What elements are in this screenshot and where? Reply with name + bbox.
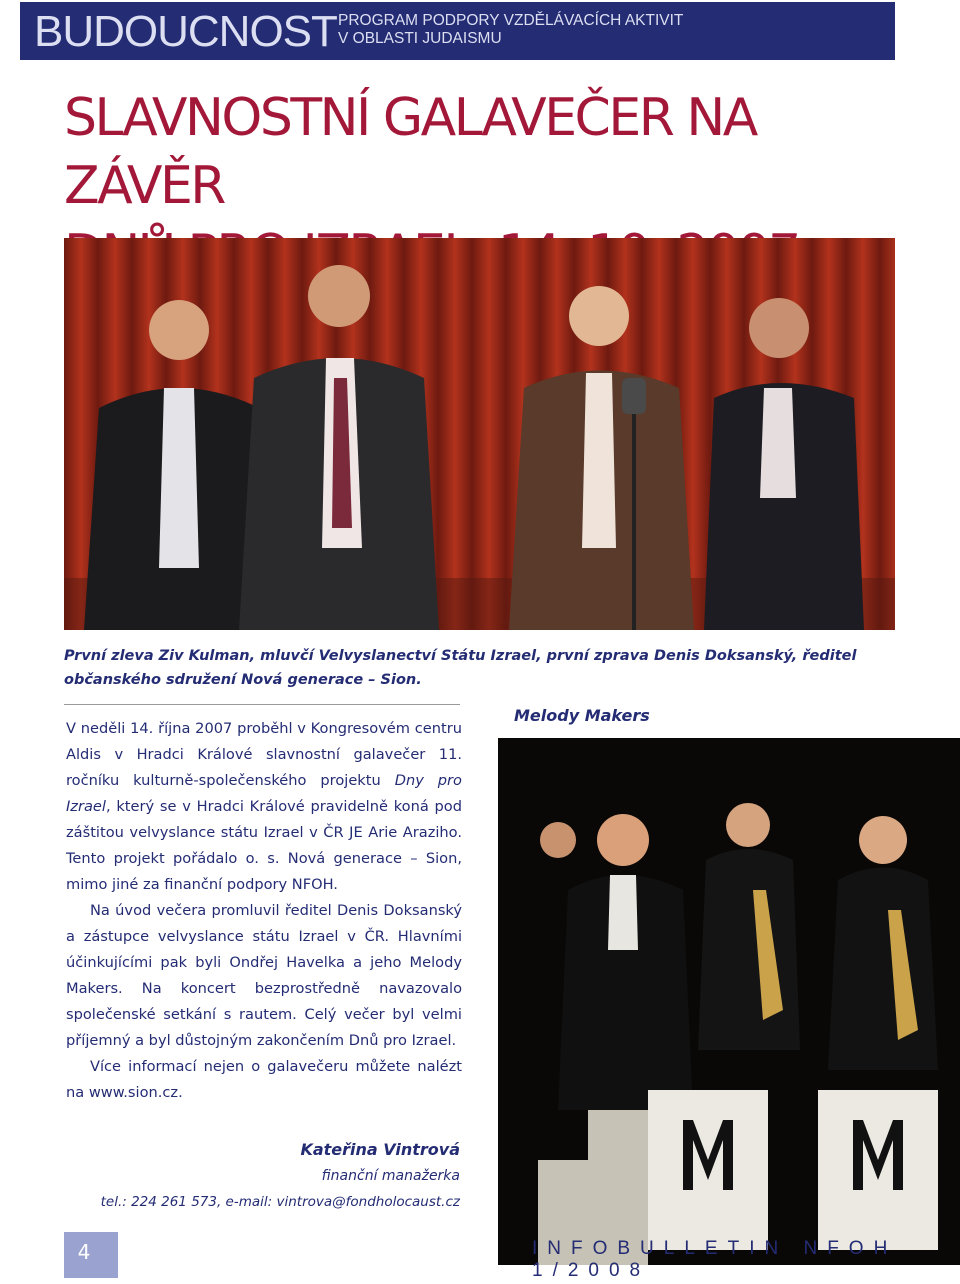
page-number: 4: [77, 1240, 91, 1264]
publication-footer: INFOBULLETIN NFOH 1/2008: [532, 1238, 898, 1281]
paragraph-2: Na úvod večera promluvil ředitel Denis Doksanský a zástupce velvyslance státu Izrael v ČR. Hlavními účinkujícími pak byli Ondřej Havelka a jeho Melody Makers. Na koncert bezprostředně navazovalo společenské setkání s rautem. Celý večer byl velmi příjemný a byl důstojným zakončením Dnů pro Izrael.: [66, 902, 462, 1049]
caption-divider: [64, 704, 460, 705]
event-photo: [64, 238, 895, 630]
header-band: [20, 2, 895, 60]
program-subtitle: [338, 12, 683, 48]
author-contact: tel.: 224 261 573, e-mail: vintrova@fondholocaust.cz: [100, 1194, 460, 1210]
photo-caption: První zleva Ziv Kulman, mluvčí Velvyslanectví Státu Izrael, první zprava Denis Doksanský, ředitel občanského sdružení Nová generace – Sion.: [64, 648, 857, 688]
band-photo: [498, 690, 960, 1265]
paragraph-3: Více informací nejen o galavečeru můžete nalézt na www.sion.cz.: [66, 1058, 462, 1101]
program-line-1: PROGRAM PODPORY VZDĚLÁVACÍCH AKTIVIT: [338, 12, 684, 29]
author-role: finanční manažerka: [321, 1168, 460, 1184]
paragraph-1: [66, 716, 462, 898]
page-number-box: [64, 1232, 118, 1278]
paragraph-1-part-b: , který se v Hradci Králové pravidelně koná pod záštitou velvyslance státu Izrael v ČR JE Arie Araziho. Tento projekt pořádalo o. s. Nová generace – Sion, mimo jiné za finanční podpory NFOH.: [66, 798, 462, 893]
project-name: Dny pro Izrael: [66, 772, 462, 815]
band-photo-label: Melody Makers: [514, 706, 650, 725]
brand-title: BUDOUCNOST: [34, 7, 337, 56]
paragraph-1-part-a: V neděli 14. října 2007 proběhl v Kongresovém centru Aldis v Hradci Králové slavnostní galavečer 11. ročníku kulturně-společenského projektu: [66, 720, 462, 789]
program-line-2: V OBLASTI JUDAISMU: [338, 30, 502, 47]
title-line-1: SLAVNOSTNÍ GALAVEČER NA ZÁVĚR: [64, 88, 756, 216]
author-name: Kateřina Vintrová: [300, 1140, 460, 1159]
article-body: [66, 716, 462, 1106]
